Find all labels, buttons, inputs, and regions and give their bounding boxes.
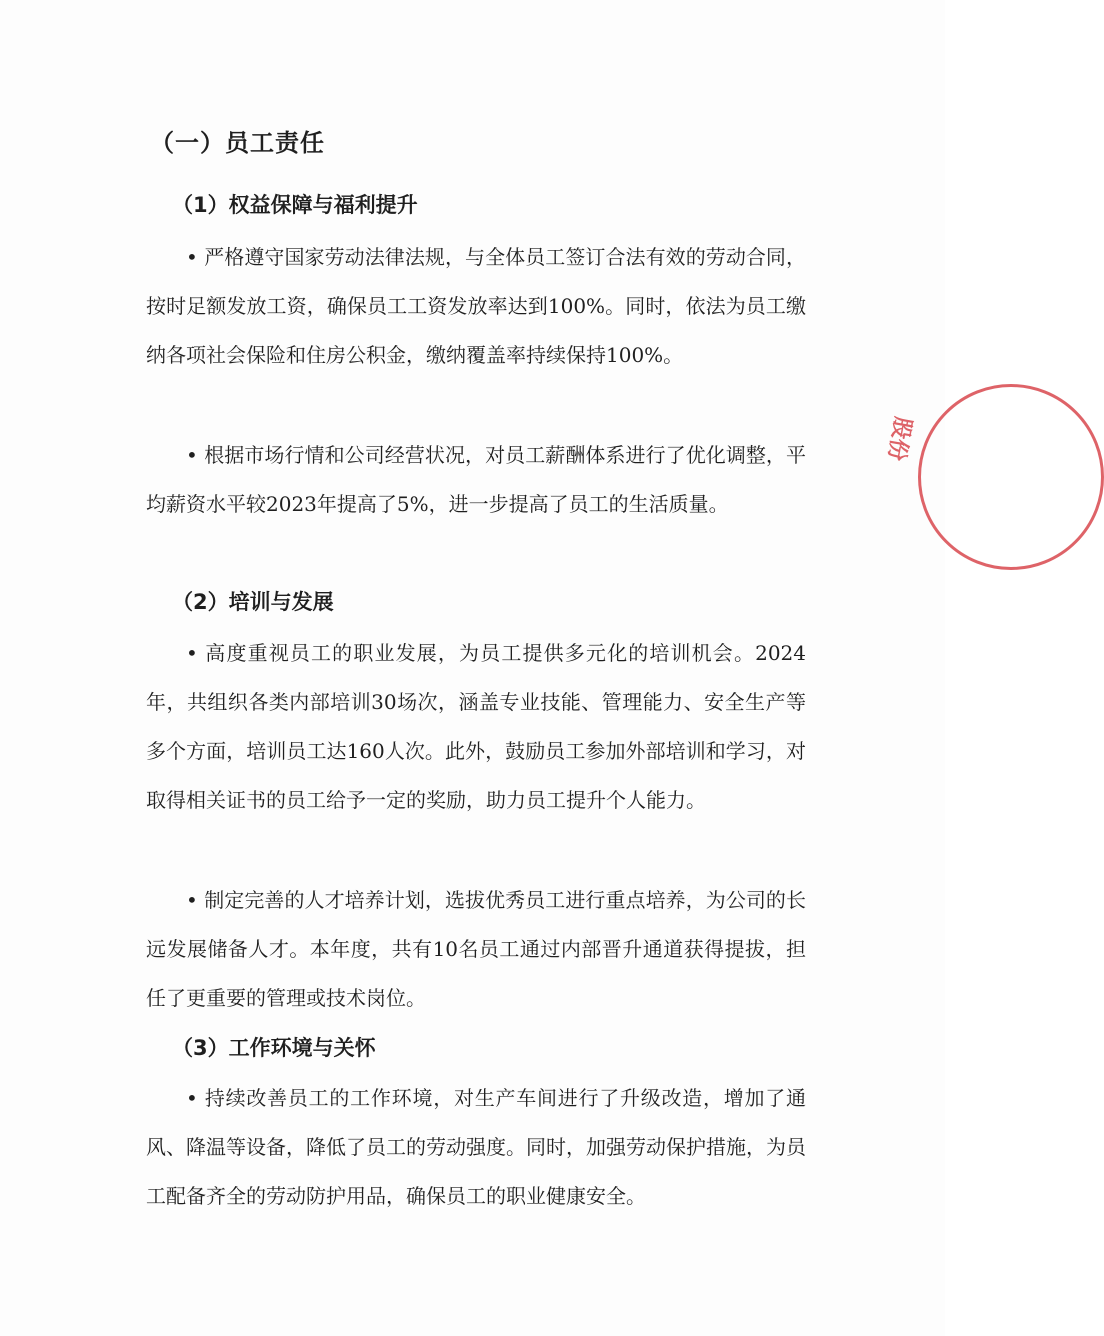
subsection-title-3: （3）工作环境与关怀 <box>172 1036 376 1060</box>
seal-partial-text: 股份 <box>882 414 916 463</box>
seal-ring <box>918 384 1104 570</box>
paragraph-rights-1: • 严格遵守国家劳动法律法规，与全体员工签订合法有效的劳动合同，按时足额发放工资，确保员工工资发放率达到100%。同时，依法为员工缴纳各项社会保险和住房公积金，缴纳覆盖率持续保持100%。 <box>146 245 806 367</box>
paragraph-environment-1: • 持续改善员工的工作环境，对生产车间进行了升级改造，增加了通风、降温等设备，降低了员工的劳动强度。同时，加强劳动保护措施，为员工配备齐全的劳动防护用品，确保员工的职业健康安全。 <box>146 1086 806 1208</box>
subsection-title-1: （1）权益保障与福利提升 <box>172 193 418 217</box>
subsection-title-2: （2）培训与发展 <box>172 590 334 614</box>
section-title: （一）员工责任 <box>150 129 325 157</box>
paragraph-training-1: • 高度重视员工的职业发展，为员工提供多元化的培训机会。2024年，共组织各类内部培训30场次，涵盖专业技能、管理能力、安全生产等多个方面，培训员工达160人次。此外，鼓励员工参加外部培训和学习，对取得相关证书的员工给予一定的奖励，助力员工提升个人能力。 <box>146 641 806 812</box>
paragraph-training-2: • 制定完善的人才培养计划，选拔优秀员工进行重点培养，为公司的长远发展储备人才。本年度，共有10名员工通过内部晋升通道获得提拔，担任了更重要的管理或技术岗位。 <box>146 888 806 1010</box>
paragraph-rights-2: • 根据市场行情和公司经营状况，对员工薪酬体系进行了优化调整，平均薪资水平较2023年提高了5%，进一步提高了员工的生活质量。 <box>146 443 806 516</box>
company-seal-stamp <box>882 384 945 574</box>
